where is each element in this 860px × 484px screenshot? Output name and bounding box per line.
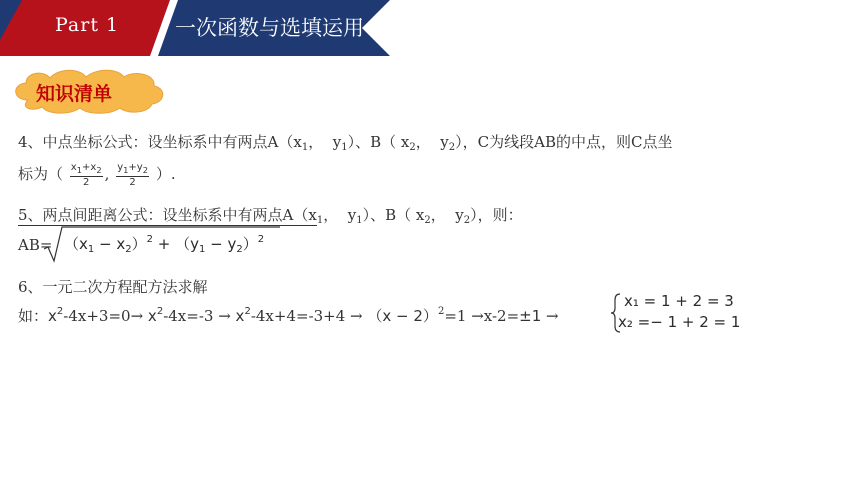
midpoint-line2: 标为（ $\frac{x_1+x_2}{2}$ , $\frac{y_1+y_2}{2}$ ）. <box>18 162 176 188</box>
distance-text: 5、两点间距离公式：设坐标系中有两点A（x <box>18 206 317 224</box>
section-banner <box>0 0 390 56</box>
solution-x1: x₁ = 1 + 2 = 3 <box>624 292 734 310</box>
radicand: $(x_1 - x_2)^2 + (y_1 - y_2)^2$ <box>64 234 265 255</box>
midpoint-text: 4、中点坐标公式：设坐标系中有两点A（x <box>18 133 302 151</box>
completing-square-title: 6、一元二次方程配方法求解 <box>18 278 208 296</box>
distance-text-end: ，则： <box>477 206 523 224</box>
midpoint-coord-label: 标为（ <box>18 165 64 183</box>
part-label: Part 1 <box>55 14 120 36</box>
banner-title: 一次函数与选填运用 <box>175 16 364 40</box>
solution-x2: x₂ =− 1 + 2 = 1 <box>618 313 741 331</box>
badge-text: 知识清单 <box>36 83 113 105</box>
distance-line1: 5、两点间距离公式：设坐标系中有两点$A(x_1$， $y_1$）、B（ $x_2$， $y_2$），则： <box>18 206 523 226</box>
ab-label: AB= <box>18 236 53 254</box>
midpoint-line1: 4、中点坐标公式：设坐标系中有两点$A(x_1$， $y_1$）、B（ $x_2$， $y_2$），C为线段AB的中点，则C点坐 <box>18 133 673 153</box>
y-midpoint-fraction: $\frac{y_1+y_2}{2}$ <box>117 162 149 188</box>
completing-square-example: 如：$x^2-4x+3=0\to x^2-4x=-3 \to x^2-4x+4=-3+4 \to (x - 2)^2=1 \to x-2=\pm 1$ → <box>18 306 559 325</box>
example-prefix: 如： <box>18 307 49 325</box>
midpoint-text-end: ，C为线段AB的中点，则C点坐 <box>462 133 673 151</box>
x-midpoint-fraction: $\frac{x_1+x_2}{2}$ <box>70 162 102 188</box>
midpoint-coord-end: ）. <box>155 165 176 183</box>
knowledge-badge <box>8 68 168 114</box>
